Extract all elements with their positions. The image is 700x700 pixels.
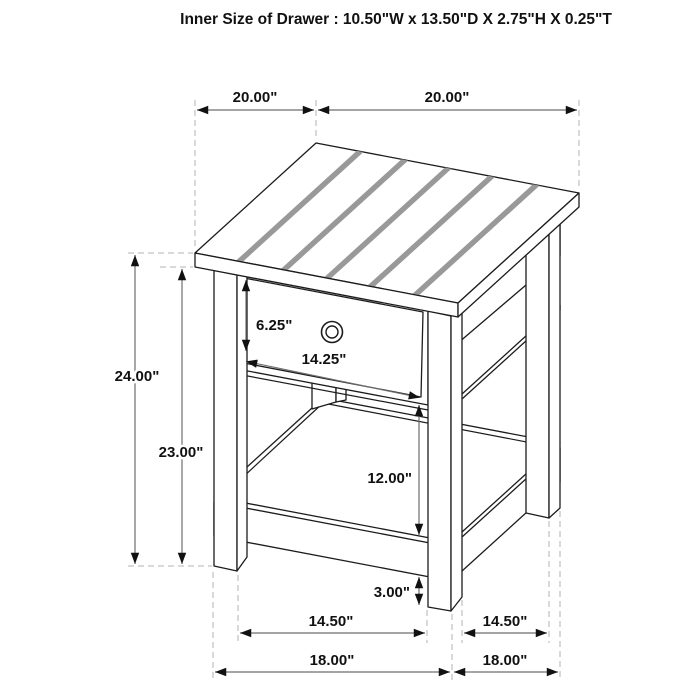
dim-top-left-width: 20.00" — [232, 89, 278, 106]
dim-side-inner-span: 14.50" — [482, 613, 528, 630]
lower-shelf — [214, 398, 560, 581]
dim-foot-height: 3.00" — [373, 584, 410, 601]
front-leg — [428, 307, 462, 611]
front-left-leg — [214, 266, 247, 571]
dim-base-front-width: 18.00" — [309, 652, 355, 669]
right-leg — [526, 224, 560, 518]
diagram-title: Inner Size of Drawer : 10.50"W x 13.50"D X 2.75"H X 0.25"T — [180, 11, 612, 28]
dim-underside-height: 23.00" — [158, 444, 204, 461]
dim-top-right-depth: 20.00" — [424, 89, 470, 106]
dim-base-side-depth: 18.00" — [482, 652, 528, 669]
dim-drawer-face-width: 14.25" — [301, 351, 347, 368]
dim-shelf-clearance: 12.00" — [367, 470, 412, 487]
dim-drawer-face-height: 6.25" — [256, 317, 293, 334]
dim-front-inner-span: 14.50" — [308, 613, 354, 630]
drawer-knob-icon — [322, 322, 343, 343]
dim-total-height: 24.00" — [114, 368, 160, 385]
